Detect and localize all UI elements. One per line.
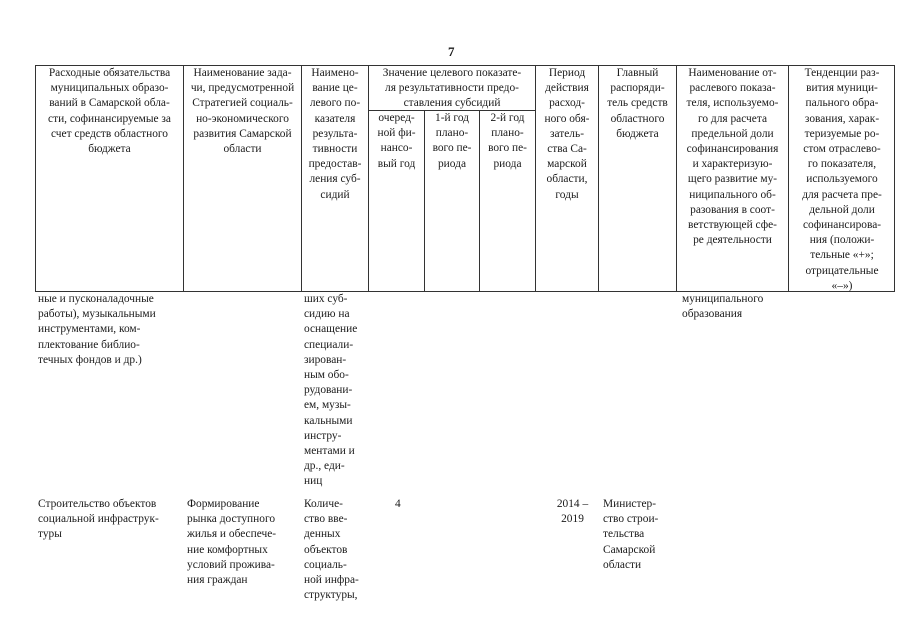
continuation-expenditure-text: ные и пусконаладочные работы), музыкальными инструментами, ком- плектование библио- течных фондов и др.) [38, 293, 156, 366]
header-expenditure-obligations: Расходные обязательства муниципальных образо- ваний в Самарской обла- сти, софинансируемые за счет средств областного бюджета [48, 67, 171, 156]
header-current-year: очеред- ной фи- нансо- вый год [377, 112, 416, 170]
continuation-sector-text: муниципального образования [682, 293, 764, 321]
header-sector-indicator: Наименование от- раслевого показа- теля, используемо- го для расчета предельной доли софинансирования и характеризую- щего развитие му- ниципального об- разования в соот- ветствующей сфе- ре деятельности [686, 67, 779, 247]
header-development-trends: Тенденции раз- вития муници- пального обра- зования, харак- теризуемые ро- стом отраслево- го показателя, используемого для расчета пре- дельной доли софинансирова- ния (положи- тельные «+»; отрицательные «–») [802, 67, 882, 292]
header-chief-administrator: Главный распоряди- тель средств областного бюджета [607, 67, 668, 140]
header-first-plan-year: 1-й год плано- вого пе- риода [432, 112, 472, 170]
header-second-plan-year: 2-й год плано- вого пе- риода [488, 112, 527, 170]
row-current-year-value: 4 [395, 498, 401, 510]
header-strategy-task: Наименование зада- чи, предусмотренной Стратегией социаль- но-экономического развития Самарской области [190, 67, 295, 156]
row-chief-administrator: Министер- ство строи- тельства Самарской области [603, 498, 659, 571]
row-target-indicator: Количе- ство вве- денных объектов социаль- ной инфра- структуры, [304, 498, 359, 602]
continuation-indicator-text: ших суб- сидию на оснащение специали- зирован- ным обо- рудовани- ем, музы- кальными инстру- ментами и др., еди- ниц [304, 293, 358, 488]
row-strategy-task: Формирование рынка доступного жилья и обеспече- ние комфортных условий прожива- ния граждан [187, 498, 277, 587]
row-validity-period: 2014 – 2019 [556, 498, 589, 526]
header-target-indicator: Наимено- вание це- левого по- казателя результа- тивности предостав- ления суб- сидий [308, 67, 362, 201]
header-validity-period: Период действия расход- ного обя- затель- ства Са- марской области, годы [544, 67, 590, 201]
header-indicator-value-group: Значение целевого показате- ля результативности предо- ставления субсидий [382, 67, 522, 110]
row-expenditure-obligation: Строительство объектов социальной инфраструк- туры [38, 498, 159, 541]
page-number: 7 [448, 44, 455, 59]
